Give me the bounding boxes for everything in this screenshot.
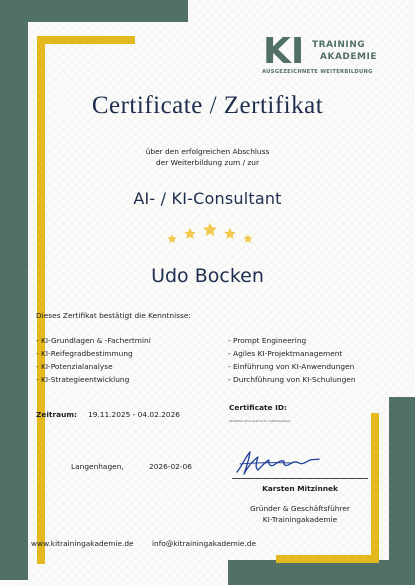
signature-image [232,448,322,478]
signing-date: 2026-02-06 [149,462,192,471]
logo-mark-icon [262,30,314,68]
signer-role-line-1: Gründer & Geschäftsführer [250,504,350,513]
period-label: Zeitraum: [36,410,77,419]
frame-gold-top [37,36,135,44]
logo-text-akademie: AKADEMIE [320,52,377,62]
signer-name: Karsten Mitzinnek [262,484,338,493]
signing-place: Langenhagen, [71,462,124,471]
star-icon [184,228,196,239]
certificate-id-label: Certificate ID: [229,403,287,412]
skill-right-2: - Agiles KI-Projektmanagement [228,349,343,358]
footer-website-link[interactable]: www.kitrainingakademie.de [31,539,134,548]
star-icon [243,234,253,243]
logo-tagline: AUSGEZEICHNETE WEITERBILDUNG [262,69,373,75]
recipient-name: Udo Bocken [151,265,264,287]
skill-left-3: - KI-Potenzialanalyse [36,362,113,371]
skill-right-1: - Prompt Engineering [228,336,307,345]
course-title: AI- / KI-Consultant [133,189,282,208]
logo-mark-text: KI [263,31,305,68]
skill-left-1: - KI-Grundlagen & -Fachertmini [36,336,151,345]
signer-role-line-2: KI-Trainingakademie [262,515,338,524]
period-value: 19.11.2025 - 04.02.2026 [88,410,180,419]
academy-logo [262,30,387,80]
intro-line-2: der Weiterbildung zum / zur [155,157,260,167]
footer-email-link[interactable]: info@kitrainingakademie.de [152,539,257,548]
certificate-intro [0,147,415,168]
side-bar-green-left [0,0,28,580]
skill-right-4: - Durchführung von KI-Schulungen [228,375,356,384]
certificate-title: Certificate / Zertifikat [91,92,324,119]
skills-intro: Dieses Zertifikat bestätigt die Kenntnisse: [36,311,191,320]
star-icon [224,228,236,239]
signature-line [232,478,368,479]
skill-left-4: - KI-Strategieentwicklung [36,375,130,384]
star-icon [203,223,217,237]
intro-line-1: über den erfolgreichen Abschluss [145,147,270,156]
skill-left-2: - KI-Reifegradbestimmung [36,349,133,358]
skill-right-3: - Einführung von KI-Anwendungen [228,362,355,371]
logo-text-training: TRAINING [312,40,366,50]
certificate-id-value: b6a4f8e2-9f1a-4c2d-bf31-7e8c0d5a91e4 [229,419,291,423]
side-bar-green-right [389,397,415,585]
corner-bar-green-top-left [0,0,188,22]
corner-bar-green-bottom-right [228,560,415,585]
frame-gold-bottom [276,555,379,563]
rating-stars [160,219,260,249]
star-icon [167,234,177,243]
frame-gold-right [371,413,379,563]
